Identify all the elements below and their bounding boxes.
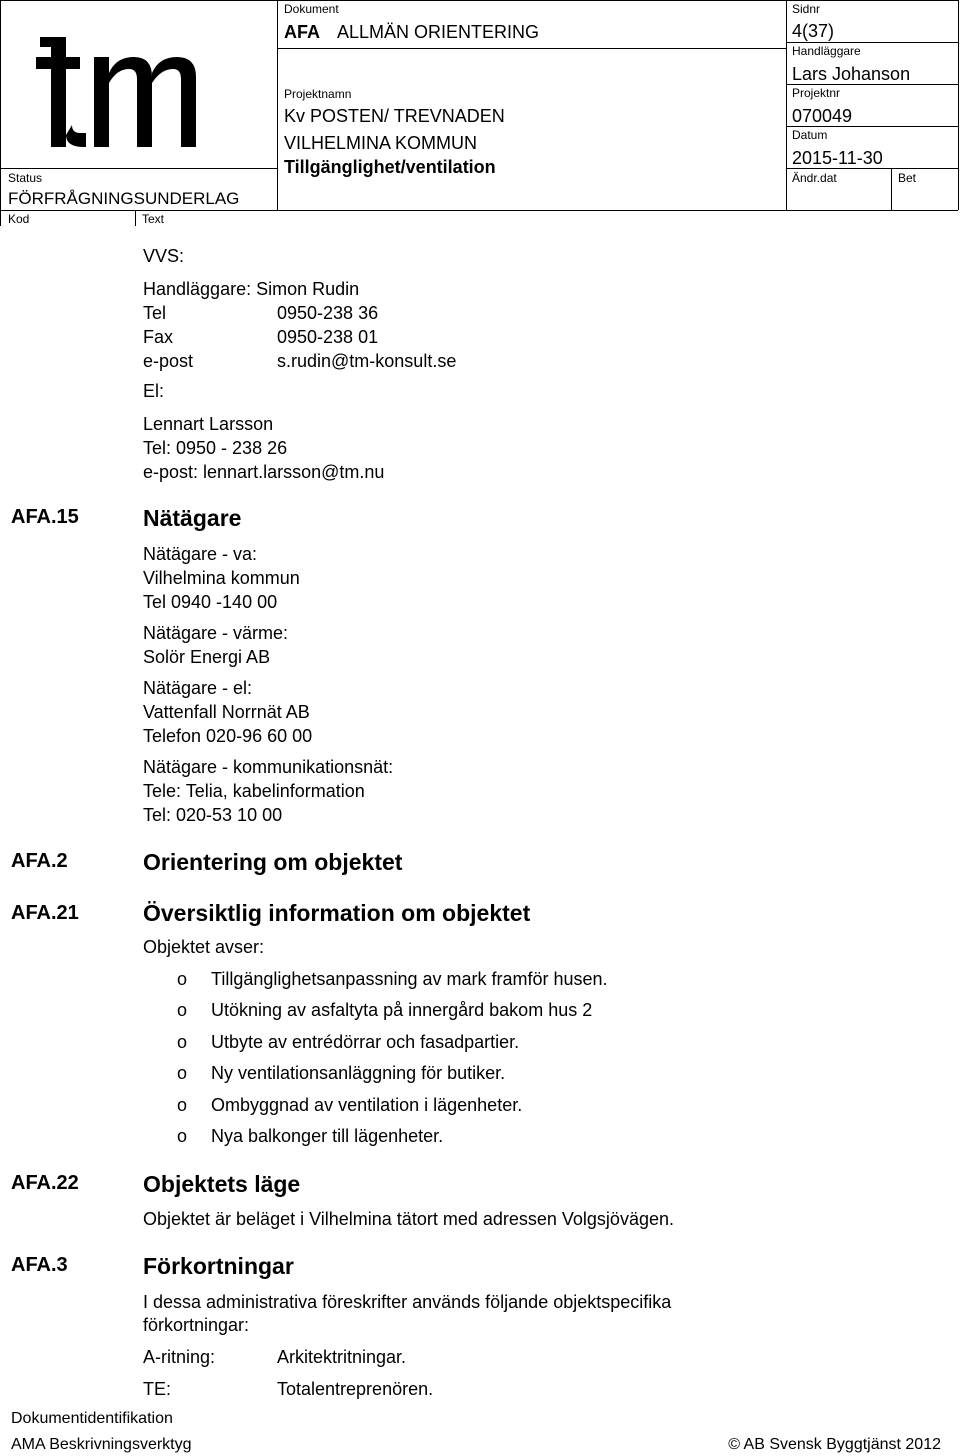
dokument-label: Dokument <box>284 2 339 16</box>
projektnr-value: 070049 <box>792 106 853 126</box>
andrdat-label: Ändr.dat <box>792 171 837 185</box>
header-line <box>277 48 786 49</box>
bullet-marker: o <box>177 969 188 989</box>
dokument-title-bold: ALLMÄN ORIENTERING <box>337 22 540 42</box>
natagare-va-label: Nätägare - va: <box>143 544 258 564</box>
el-epost: e-post: lennart.larsson@tm.nu <box>143 462 385 482</box>
handlaggare-value: Lars Johanson <box>792 64 911 84</box>
bullet-marker: o <box>177 1063 188 1083</box>
header-line <box>277 0 278 210</box>
natagare-el-name: Vattenfall Norrnät AB <box>143 702 310 722</box>
bullet-marker: o <box>177 1126 188 1146</box>
el-heading: El: <box>143 381 165 401</box>
header-line <box>786 168 958 169</box>
dokid-label: Dokumentidentifikation <box>11 1410 173 1427</box>
abbreviation-definition: Arkitektritningar. <box>277 1347 407 1367</box>
list-item: Nya balkonger till lägenheter. <box>211 1126 444 1146</box>
lage-text: Objektet är beläget i Vilhelmina tätort med adressen Volgsjövägen. <box>143 1209 674 1229</box>
footer-copyright: © AB Svensk Byggtjänst 2012 <box>728 1436 941 1453</box>
projektnamn-line1: Kv POSTEN/ TREVNADEN <box>284 106 505 126</box>
footer-tool: AMA Beskrivningsverktyg <box>11 1436 192 1453</box>
datum-value: 2015-11-30 <box>792 148 883 168</box>
header-line <box>891 168 892 210</box>
section-code: AFA.15 <box>11 506 79 528</box>
natagare-komm-name: Tele: Telia, kabelinformation <box>143 781 365 801</box>
vvs-epost-value: s.rudin@tm-konsult.se <box>277 351 457 371</box>
projektnamn-label: Projektnamn <box>284 87 352 101</box>
abbreviation-definition: Totalentreprenören. <box>277 1379 434 1399</box>
header-line <box>0 210 958 211</box>
list-item: Utökning av asfaltyta på innergård bakom hus 2 <box>211 1000 593 1020</box>
natagare-varme-label: Nätägare - värme: <box>143 623 289 643</box>
section-title: Översiktlig information om objektet <box>143 900 531 926</box>
kod-label: Kod <box>8 212 30 226</box>
natagare-va-tel: Tel 0940 -140 00 <box>143 592 278 612</box>
oversikt-intro: Objektet avser: <box>143 937 265 957</box>
header-line <box>786 0 787 210</box>
sidnr-value: 4(37) <box>792 21 835 41</box>
natagare-komm-tel: Tel: 020-53 10 00 <box>143 805 283 825</box>
status-value: FÖRFRÅGNINGSUNDERLAG <box>8 189 240 208</box>
list-item: Ombyggnad av ventilation i lägenheter. <box>211 1095 523 1115</box>
section-code: AFA.2 <box>11 850 68 872</box>
section-title: Förkortningar <box>143 1253 294 1279</box>
vvs-epost-label: e-post <box>143 351 194 371</box>
forkortningar-intro-line2: förkortningar: <box>143 1315 250 1335</box>
bullet-marker: o <box>177 1000 188 1020</box>
header-line <box>0 168 277 169</box>
list-item: Tillgänglighetsanpassning av mark framför husen. <box>211 969 608 989</box>
vvs-tel-value: 0950-238 36 <box>277 303 379 323</box>
section-code: AFA.22 <box>11 1172 79 1194</box>
handlaggare-label: Handläggare <box>792 44 861 58</box>
company-logo <box>34 35 220 155</box>
vvs-handlaggare: Handläggare: Simon Rudin <box>143 279 360 299</box>
natagare-varme-name: Solör Energi AB <box>143 647 271 667</box>
section-title: Objektets läge <box>143 1171 301 1197</box>
dokument-code: AFA <box>284 22 320 42</box>
header-line <box>0 0 958 1</box>
natagare-el-tel: Telefon 020-96 60 00 <box>143 726 313 746</box>
header-line <box>958 0 959 210</box>
text-label: Text <box>142 212 165 226</box>
list-item: Ny ventilationsanläggning för butiker. <box>211 1063 506 1083</box>
header-line <box>135 210 136 226</box>
natagare-komm-label: Nätägare - kommunikationsnät: <box>143 757 394 777</box>
natagare-va-name: Vilhelmina kommun <box>143 568 300 588</box>
projektnr-label: Projektnr <box>792 86 841 100</box>
el-tel: Tel: 0950 - 238 26 <box>143 438 288 458</box>
bullet-marker: o <box>177 1032 188 1052</box>
vvs-fax-label: Fax <box>143 327 174 347</box>
projektnamn-line3: Tillgänglighet/ventilation <box>284 157 496 177</box>
header-line <box>786 126 958 127</box>
section-code: AFA.21 <box>11 902 79 924</box>
forkortningar-intro-line1: I dessa administrativa föreskrifter används följande objektspecifika <box>143 1292 672 1312</box>
vvs-tel-label: Tel <box>143 303 167 323</box>
section-code: AFA.3 <box>11 1254 68 1276</box>
vvs-fax-value: 0950-238 01 <box>277 327 379 347</box>
natagare-el-label: Nätägare - el: <box>143 678 253 698</box>
header-line <box>786 42 958 43</box>
abbreviation-term: TE: <box>143 1379 172 1399</box>
section-title: Nätägare <box>143 505 242 531</box>
section-title: Orientering om objektet <box>143 849 403 875</box>
el-name: Lennart Larsson <box>143 414 274 434</box>
datum-label: Datum <box>792 128 828 142</box>
abbreviation-term: A-ritning: <box>143 1347 216 1367</box>
list-item: Utbyte av entrédörrar och fasadpartier. <box>211 1032 520 1052</box>
sidnr-label: Sidnr <box>792 2 821 16</box>
bullet-marker: o <box>177 1095 188 1115</box>
bet-label: Bet <box>898 171 917 185</box>
dokument-title <box>337 22 539 42</box>
status-label: Status <box>8 171 43 185</box>
vvs-heading: VVS: <box>143 246 185 266</box>
header-line <box>0 0 1 226</box>
projektnamn-line2: VILHELMINA KOMMUN <box>284 133 478 153</box>
header-line <box>786 84 958 85</box>
